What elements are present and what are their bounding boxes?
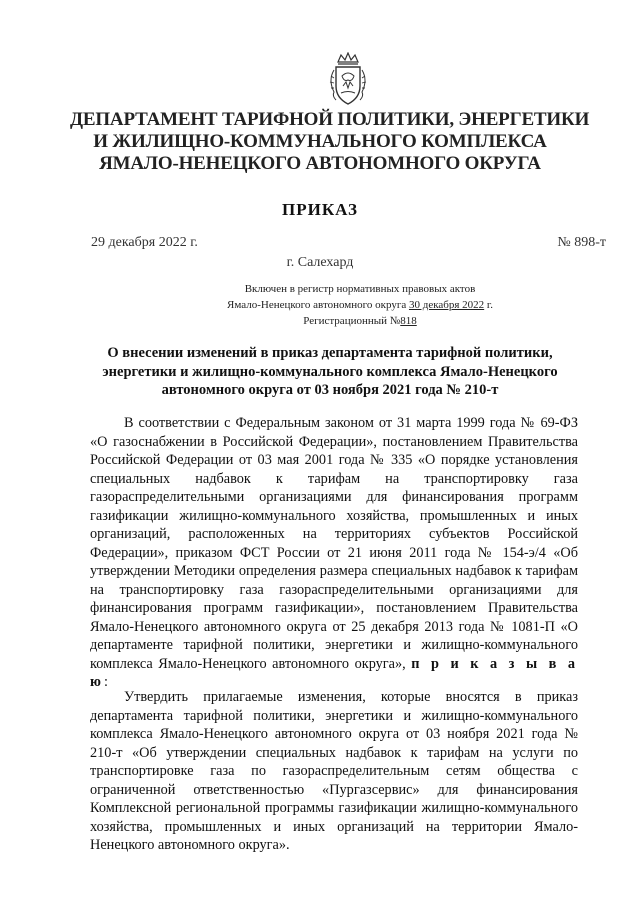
- registry-stamp: [190, 281, 530, 329]
- document-type-title: ПРИКАЗ: [282, 200, 358, 219]
- decree-colon: :: [103, 674, 108, 690]
- registry-date: 30 декабря 2022: [408, 299, 485, 311]
- operative-paragraph: Утвердить прилагаемые изменения, которые вносятся в приказ департамента тарифной политики, энергетики и жилищно-коммунального комплекса Ямало-Ненецкого автономного округа от 03 ноября 2021 года № 210-т «Об утверждении специальных надбавок к тарифам на услуги по транспортировке газа по газораспределительным сетям общества с ограниченной ответственностью «Пургазсервис» для финансирования Комплексной региональной программы газификации жилищно-коммунального хозяйства, промышленных и иных организаций на территории Ямало-Ненецкого автономного округа».: [90, 689, 578, 853]
- registry-line-1: Включен в регистр нормативных правовых актов: [244, 283, 476, 295]
- registry-line-2-prefix: Ямало-Ненецкого автономного округа: [227, 299, 409, 311]
- department-line-3: ЯМАЛО-НЕНЕЦКОГО АВТОНОМНОГО ОКРУГА: [99, 153, 541, 174]
- registry-line-3: [190, 313, 530, 329]
- coat-of-arms-emblem: [326, 52, 370, 108]
- registry-number: 818: [400, 315, 417, 327]
- order-date: 29 декабря 2022 г.: [91, 235, 198, 250]
- registry-line-2-suffix: г.: [484, 299, 493, 311]
- preamble-paragraph: [90, 414, 578, 692]
- order-number: № 898-т: [557, 235, 606, 250]
- department-line-2: И ЖИЛИЩНО-КОММУНАЛЬНОГО КОМПЛЕКСА: [93, 131, 547, 152]
- preamble-text: В соответствии с Федеральным законом от 31 марта 1999 года № 69-ФЗ «О газоснабжении в Российской Федерации», постановлением Правительства Российской Федерации от 03 мая 2001 года № 335 «О порядке установления специальных надбавок к тарифам на транспортировку газа газораспределительными организациями для финансирования программ газификации жилищно-коммунального хозяйства, промышленных и иных организаций, расположенных на территориях субъектов Российской Федерации», приказом ФСТ России от 21 июня 2011 года № 154-э/4 «Об утверждении Методики определения размера специальных надбавок к тарифам на транспортировку газа газораспределительными организациями для финансирования программ газификации», постановлением Правительства Ямало-Ненецкого автономного округа от 25 декабря 2013 года № 1081-П «О департаменте тарифной политики, энергетики и жилищно-коммунального комплекса Ямало-Ненецкого автономного округа»,: [90, 415, 578, 672]
- department-line-1: ДЕПАРТАМЕНТ ТАРИФНОЙ ПОЛИТИКИ, ЭНЕРГЕТИКИ: [70, 109, 590, 130]
- registry-number-label: Регистрационный №: [303, 315, 401, 327]
- decree-word: п р и к а з ы в а ю: [90, 655, 579, 690]
- order-city: г. Салехард: [286, 255, 354, 270]
- department-name: [70, 109, 590, 175]
- order-subject-heading: О внесении изменений в приказ департамента тарифной политики, энергетики и жилищно-коммунального комплекса Ямало-Ненецкого автономного округа от 03 ноября 2021 года № 210-т: [102, 345, 558, 398]
- registry-line-2: [190, 297, 530, 313]
